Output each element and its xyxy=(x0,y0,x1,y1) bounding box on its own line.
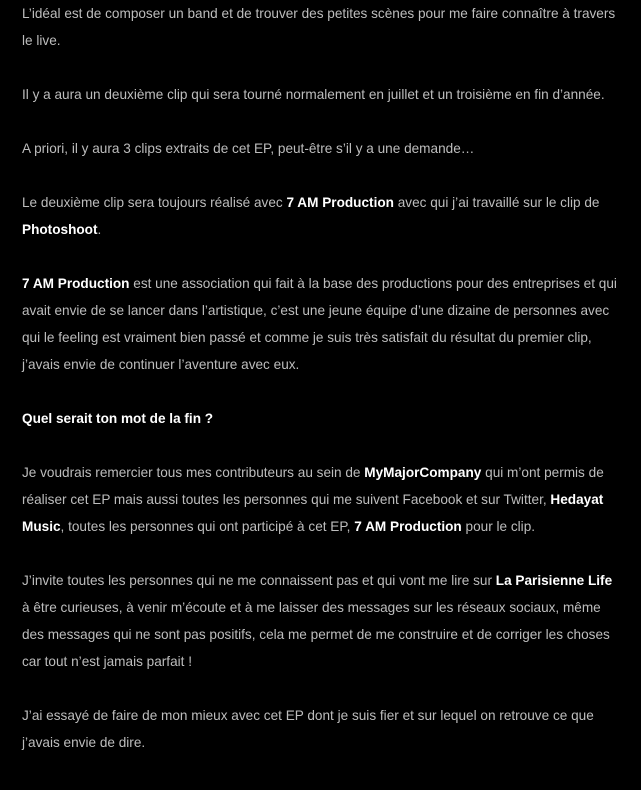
paragraph-text: A priori, il y aura 3 clips extraits de cet EP, peut-être s’il y a une demande… xyxy=(22,141,475,156)
paragraph-second-clip xyxy=(22,81,622,108)
paragraph-text: Le deuxième clip sera toujours réalisé avec xyxy=(22,195,287,210)
paragraph-text: est une association qui fait à la base des productions pour des entreprises et qui avait envie de se lancer dans l’artistique, c’est une jeune équipe d’une dizaine de personnes avec qui le feeling est vraiment bien passé et comme je suis très satisfait du résultat du premier clip, j’avais envie de continuer l’aventure avec eux. xyxy=(22,276,617,372)
article-body xyxy=(22,0,622,783)
paragraph-three-clips xyxy=(22,135,622,162)
bold-7am-production: 7 AM Production xyxy=(286,195,394,210)
paragraph-text: . xyxy=(97,222,102,237)
bold-hedayat-music: Hedayat Music xyxy=(22,492,604,534)
paragraph-text: , toutes les personnes qui ont participé à cet EP, xyxy=(60,519,355,534)
paragraph-text: Il y a aura un deuxième clip qui sera tourné normalement en juillet et un troisième en fin d’année. xyxy=(22,87,605,102)
paragraph-invitation xyxy=(22,567,622,675)
paragraph-text: avec qui j’ai travaillé sur le clip de xyxy=(393,195,600,210)
paragraph-text: J’invite toutes les personnes qui ne me connaissent pas et qui vont me lire sur xyxy=(22,573,496,588)
bold-7am-production: 7 AM Production xyxy=(22,276,130,291)
paragraph-closing xyxy=(22,702,622,756)
paragraph-clip-production xyxy=(22,189,622,243)
bold-photoshoot: Photoshoot xyxy=(22,222,98,237)
paragraph-text: à être curieuses, à venir m’écoute et à me laisser des messages sur les réseaux sociaux, même des messages qui ne sont pas positifs, cela me permet de me construire et de corriger les choses car tout n’est jamais parfait ! xyxy=(22,600,610,669)
bold-la-parisienne-life: La Parisienne Life xyxy=(495,573,613,588)
paragraph-text: Je voudrais remercier tous mes contributeurs au sein de xyxy=(22,465,365,480)
paragraph-text: L’idéal est de composer un band et de trouver des petites scènes pour me faire connaître à travers le live. xyxy=(22,6,616,48)
bold-7am-production: 7 AM Production xyxy=(354,519,462,534)
bold-mymajorcompany: MyMajorCompany xyxy=(364,465,482,480)
paragraph-band-live xyxy=(22,0,622,54)
paragraph-text: qui m’ont permis de réaliser cet EP mais aussi toutes les personnes qui me suivent Facebook et sur Twitter, xyxy=(22,465,604,507)
interview-question xyxy=(22,405,622,432)
question-text: Quel serait ton mot de la fin ? xyxy=(22,411,214,426)
paragraph-thanks xyxy=(22,459,622,540)
paragraph-text: pour le clip. xyxy=(461,519,536,534)
paragraph-7am-description xyxy=(22,270,622,378)
paragraph-text: J’ai essayé de faire de mon mieux avec cet EP dont je suis fier et sur lequel on retrouve ce que j’avais envie de dire. xyxy=(22,708,594,750)
